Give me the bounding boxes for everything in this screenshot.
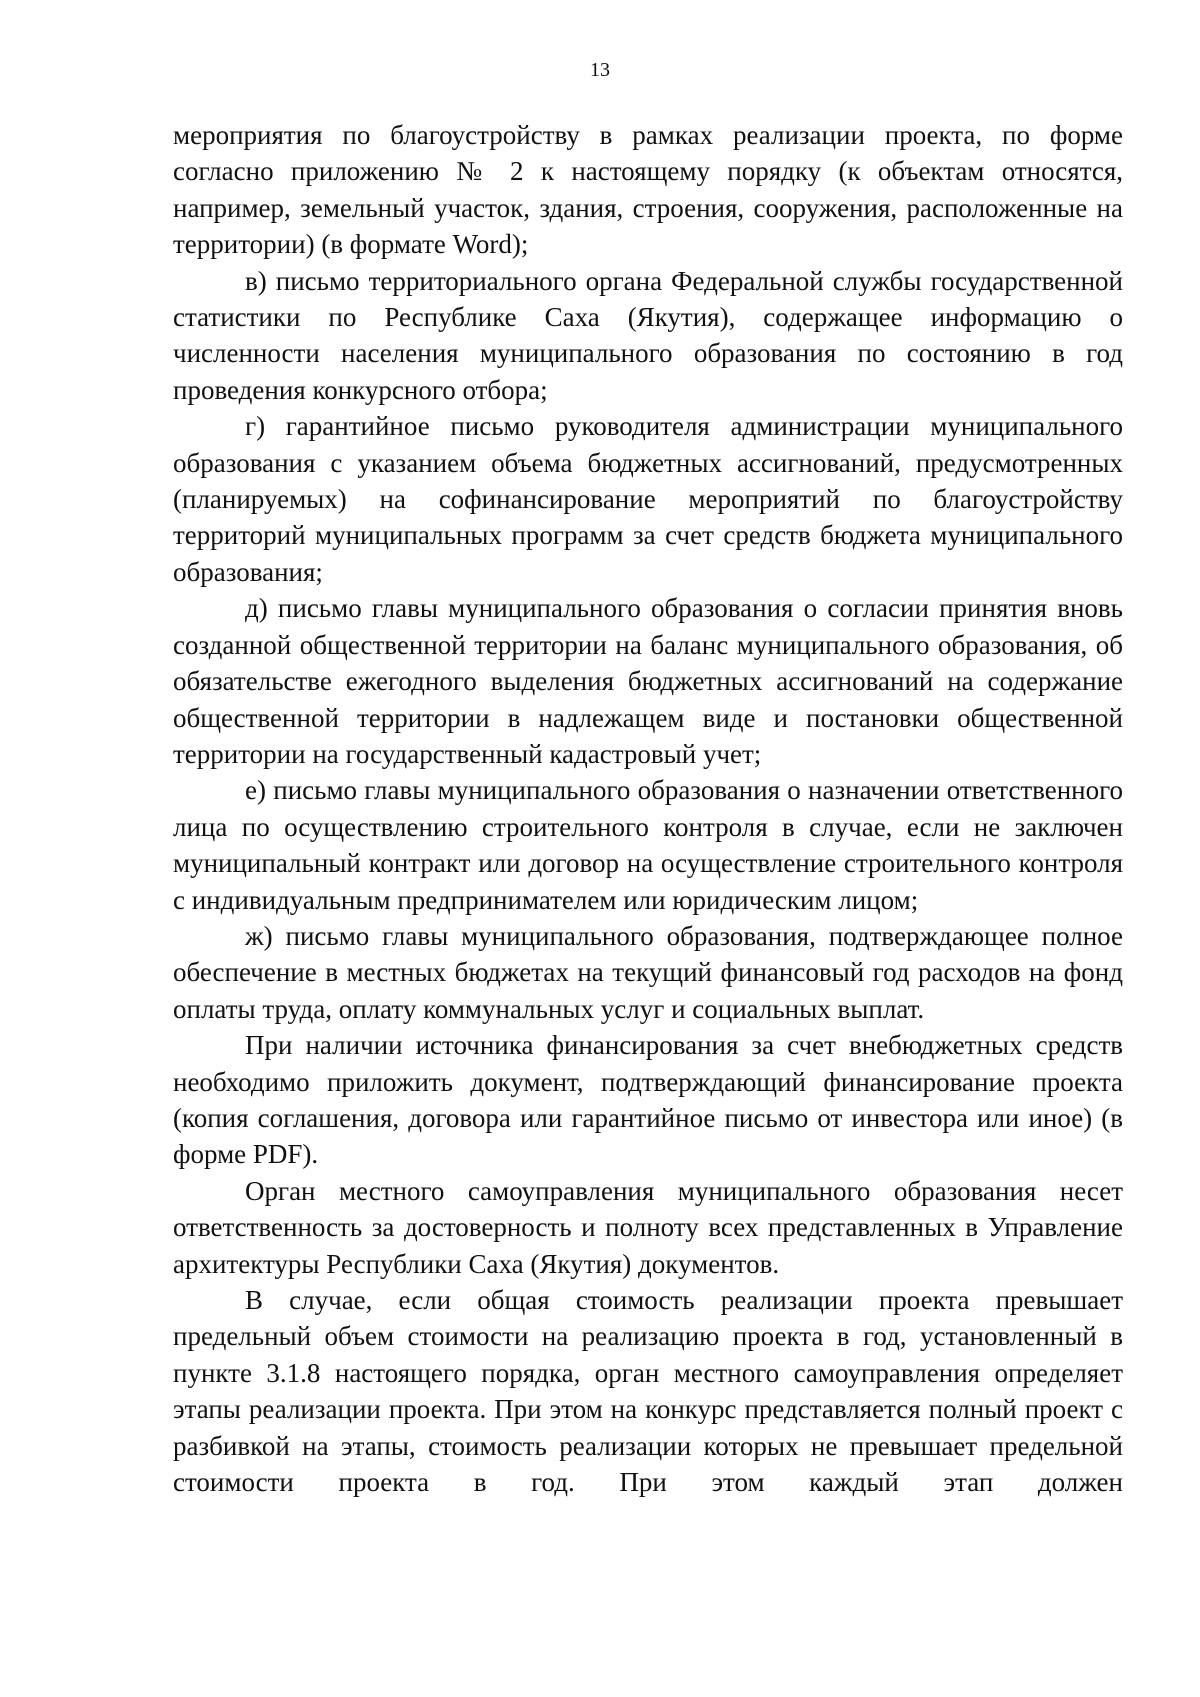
paragraph-extra-budget-funding: При наличии источника финансирования за счет внебюджетных средств необходимо приложить документ, подтверждающий финансирование проекта (копия соглашения, договора или гарантийное письмо от инвестора или иное) (в форме PDF). xyxy=(173,1030,1123,1170)
paragraph-item-e: е) письмо главы муниципального образования о назначении ответственного лица по осуществлению строительного контроля в случае, если не заключен муниципальный контракт или договор на осуществление строительного контроля с индивидуальным предпринимателем или юридическим лицом; xyxy=(173,775,1123,915)
paragraph-item-d: д) письмо главы муниципального образования о согласии принятия вновь созданной общественной территории на баланс муниципального образования, об обязательстве ежегодного выделения бюджетных ассигнований на содержание общественной территории в надлежащем виде и постановки общественной территории на государственный кадастровый учет; xyxy=(173,593,1123,769)
paragraph-item-v: в) письмо территориального органа Федеральной службы государственной статистики по Республике Саха (Якутия), содержащее информацию о численности населения муниципального образования по состоянию в год проведения конкурсного отбора; xyxy=(173,265,1123,405)
paragraph-item-zh: ж) письмо главы муниципального образования, подтверждающее полное обеспечение в местных бюджетах на текущий финансовый год расходов на фонд оплаты труда, оплату коммунальных услуг и социальных выплат. xyxy=(173,920,1123,1024)
page-number: 13 xyxy=(590,59,610,81)
paragraph-continuation: мероприятия по благоустройству в рамках реализации проекта, по форме согласно приложению № 2 к настоящему порядку (к объектам относятся, например, земельный участок, здания, строения, сооружения, расположенные на территории) (в формате Word); xyxy=(173,120,1123,260)
paragraph-responsibility: Орган местного самоуправления муниципального образования несет ответственность за достоверность и полноту всех представленных в Управление архитектуры Республики Саха (Якутия) документов. xyxy=(173,1175,1123,1279)
document-body xyxy=(173,117,1123,1500)
paragraph-item-g: г) гарантийное письмо руководителя администрации муниципального образования с указанием объема бюджетных ассигнований, предусмотренных (планируемых) на софинансирование мероприятий по благоустройству территорий муниципальных программ за счет средств бюджета муниципального образования; xyxy=(173,411,1123,587)
paragraph-project-stages: В случае, если общая стоимость реализации проекта превышает предельный объем стоимости на реализацию проекта в год, установленный в пункте 3.1.8 настоящего порядка, орган местного самоуправления определяет этапы реализации проекта. При этом на конкурс представляется полный проект с разбивкой на этапы, стоимость реализации которых не превышает предельной стоимости проекта в год. При этом каждый этап должен xyxy=(173,1285,1123,1498)
